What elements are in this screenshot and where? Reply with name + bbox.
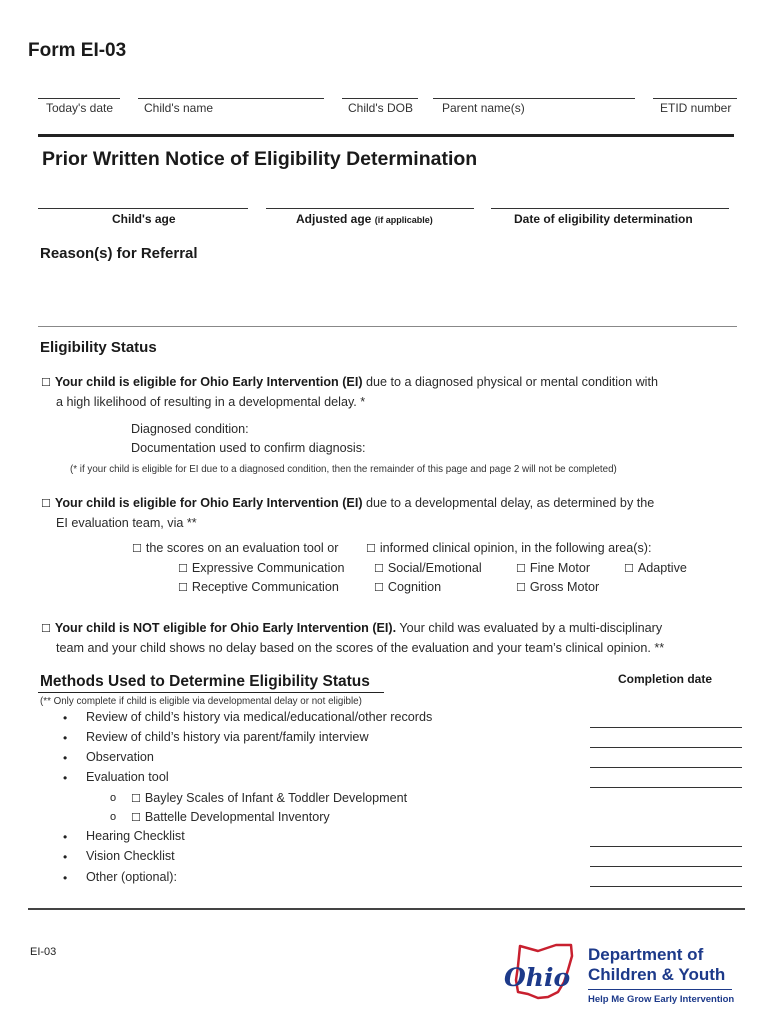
adjusted-age-line[interactable] bbox=[266, 208, 474, 209]
parent-name-line[interactable] bbox=[433, 98, 635, 99]
reasons-heading: Reason(s) for Referral bbox=[40, 245, 198, 262]
ohio-logo bbox=[498, 942, 582, 1004]
bullet-icon: • bbox=[63, 711, 68, 725]
todays-date-line[interactable] bbox=[38, 98, 120, 99]
method-records: Review of child’s history via medical/educational/other records bbox=[86, 710, 433, 724]
area-adaptive[interactable]: ☐ Adaptive bbox=[624, 561, 687, 575]
childs-age-label: Child's age bbox=[112, 212, 176, 226]
checkbox-icon[interactable]: ☐ bbox=[41, 497, 51, 510]
bullet-icon: • bbox=[63, 871, 68, 885]
etid-label: ETID number bbox=[660, 101, 732, 115]
tool-battelle[interactable]: ☐ Battelle Developmental Inventory bbox=[131, 810, 330, 824]
footnote: (* if your child is eligible for EI due to a diagnosed condition, then the remainder of this page and page 2 will not be completed) bbox=[70, 464, 617, 475]
option-eligible-condition[interactable]: ☐ Your child is eligible for Ohio Early Intervention (EI) due to a diagnosed physical or mental condition with a high likelihood of resulting in a developmental delay. * bbox=[41, 375, 658, 409]
area-fine-motor[interactable]: ☐ Fine Motor bbox=[516, 561, 591, 575]
bullet-icon: • bbox=[63, 771, 68, 785]
diagnosed-condition-label: Diagnosed condition: bbox=[131, 422, 249, 436]
eligibility-date-line[interactable] bbox=[491, 208, 729, 209]
etid-line[interactable] bbox=[653, 98, 737, 99]
area-gross-motor[interactable]: ☐ Gross Motor bbox=[516, 580, 600, 594]
childs-dob-line[interactable] bbox=[342, 98, 418, 99]
ohio-state-icon bbox=[498, 942, 582, 1004]
option-eligible-delay[interactable]: ☐ Your child is eligible for Ohio Early Intervention (EI) due to a developmental delay, as determined by the EI evaluation team, via ** bbox=[41, 496, 655, 530]
childs-name-label: Child's name bbox=[144, 101, 213, 115]
methods-note: (** Only complete if child is eligible via developmental delay or not eligible) bbox=[40, 696, 362, 707]
footer-code: EI-03 bbox=[30, 946, 57, 958]
area-social[interactable]: ☐ Social/Emotional bbox=[374, 561, 482, 575]
reasons-line[interactable] bbox=[38, 326, 737, 327]
adjusted-age-label: Adjusted age (if applicable) bbox=[296, 212, 433, 226]
sub-bullet-icon: o bbox=[110, 811, 117, 823]
date-line-other[interactable] bbox=[590, 886, 742, 887]
checkbox-icon[interactable]: ☐ bbox=[41, 376, 51, 389]
date-line-hearing[interactable] bbox=[590, 846, 742, 847]
option-informed-opinion[interactable]: ☐ informed clinical opinion, in the following area(s): bbox=[366, 541, 652, 555]
childs-name-line[interactable] bbox=[138, 98, 324, 99]
childs-age-line[interactable] bbox=[38, 208, 248, 209]
logo-rule bbox=[588, 989, 732, 990]
eligibility-heading: Eligibility Status bbox=[40, 339, 157, 356]
parent-name-label: Parent name(s) bbox=[442, 101, 525, 115]
dept-line1: Department of bbox=[588, 945, 704, 964]
date-line-evaluation[interactable] bbox=[590, 787, 742, 788]
area-cognition[interactable]: ☐ Cognition bbox=[374, 580, 442, 594]
bullet-icon: • bbox=[63, 751, 68, 765]
date-line-vision[interactable] bbox=[590, 866, 742, 867]
childs-dob-label: Child's DOB bbox=[348, 101, 413, 115]
method-hearing: Hearing Checklist bbox=[86, 829, 185, 843]
completion-date-label: Completion date bbox=[618, 672, 713, 686]
bullet-icon: • bbox=[63, 830, 68, 844]
todays-date-label: Today's date bbox=[46, 101, 114, 115]
checkbox-icon[interactable]: ☐ bbox=[41, 622, 51, 635]
method-other: Other (optional): bbox=[86, 870, 177, 884]
methods-heading: Methods Used to Determine Eligibility Status bbox=[40, 673, 370, 690]
footer-rule bbox=[28, 908, 745, 910]
svg-text:Ohio: Ohio bbox=[504, 963, 571, 992]
tool-bayley[interactable]: ☐ Bayley Scales of Infant & Toddler Development bbox=[131, 791, 408, 805]
area-receptive[interactable]: ☐ Receptive Communication bbox=[178, 580, 339, 594]
area-expressive[interactable]: ☐ Expressive Communication bbox=[178, 561, 345, 575]
date-line-observation[interactable] bbox=[590, 767, 742, 768]
eligibility-date-label: Date of eligibility determination bbox=[514, 212, 693, 226]
method-observation: Observation bbox=[86, 750, 154, 764]
bullet-icon: • bbox=[63, 850, 68, 864]
option-scores[interactable]: ☐ the scores on an evaluation tool or bbox=[132, 541, 339, 555]
documentation-label: Documentation used to confirm diagnosis: bbox=[131, 441, 366, 455]
title-rule bbox=[38, 134, 734, 137]
option-not-eligible[interactable]: ☐ Your child is NOT eligible for Ohio Early Intervention (EI). Your child was evaluated by a multi-disciplinary team and your child shows no delay based on the scores of the evaluation and your team’s clinical opinion. ** bbox=[41, 621, 665, 655]
tagline: Help Me Grow Early Intervention bbox=[588, 994, 735, 1005]
date-line-interview[interactable] bbox=[590, 747, 742, 748]
form-id: Form EI-03 bbox=[28, 40, 127, 61]
methods-underline bbox=[38, 692, 384, 693]
dept-line2: Children & Youth bbox=[588, 965, 726, 984]
method-interview: Review of child’s history via parent/family interview bbox=[86, 730, 369, 744]
method-evaluation-tool: Evaluation tool bbox=[86, 770, 169, 784]
date-line-records[interactable] bbox=[590, 727, 742, 728]
sub-bullet-icon: o bbox=[110, 792, 117, 804]
method-vision: Vision Checklist bbox=[86, 849, 175, 863]
bullet-icon: • bbox=[63, 731, 68, 745]
page-title: Prior Written Notice of Eligibility Determination bbox=[42, 148, 478, 170]
